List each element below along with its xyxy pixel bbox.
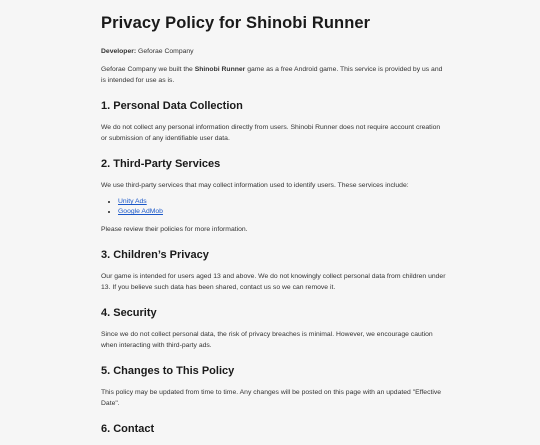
- developer-name: Geforae Company: [138, 48, 194, 55]
- section-heading-personal-data: 1. Personal Data Collection: [101, 100, 243, 112]
- third-party-note: Please review their policies for more information.: [101, 226, 248, 233]
- section-body-security: Since we do not collect personal data, the risk of privacy breaches is minimal. However, we encourage caution when interacting with third-party ads.: [101, 331, 433, 349]
- intro-paragraph: [101, 64, 446, 86]
- section-heading-changes: 5. Changes to This Policy: [101, 365, 235, 377]
- third-party-list: [101, 197, 446, 217]
- section-body-personal-data: We do not collect any personal information directly from users. Shinobi Runner does not require account creation or submission of any identifiable user data.: [101, 124, 441, 142]
- section-heading-third-party: 2. Third-Party Services: [101, 158, 221, 170]
- developer-line: [101, 46, 446, 57]
- list-item: [118, 197, 446, 207]
- intro-text-start: Geforae Company we built the: [101, 66, 195, 73]
- section-heading-childrens-privacy: 3. Children’s Privacy: [101, 249, 209, 261]
- section-body-childrens-privacy: Our game is intended for users aged 13 and above. We do not knowingly collect personal data from children under 13. If you believe such data has been shared, contact us so we can remove it.: [101, 273, 446, 291]
- unity-ads-link[interactable]: Unity Ads: [118, 198, 147, 205]
- app-name: Shinobi Runner: [194, 66, 246, 73]
- page-title: Privacy Policy for Shinobi Runner: [101, 14, 371, 32]
- developer-label: Developer:: [101, 48, 137, 55]
- section-heading-contact: 6. Contact: [101, 423, 155, 435]
- section-heading-security: 4. Security: [101, 307, 157, 319]
- intro-text-end: game as a free Android game. This service is provided by us and is intended for use as is.: [101, 66, 443, 84]
- section-body-third-party: We use third-party services that may collect information used to identify users. These services include:: [101, 182, 409, 189]
- google-admob-link[interactable]: Google AdMob: [118, 208, 163, 215]
- section-body-changes: This policy may be updated from time to time. Any changes will be posted on this page with an updated "Effective Date".: [101, 389, 442, 407]
- list-item: [118, 207, 446, 217]
- policy-content: [101, 12, 446, 445]
